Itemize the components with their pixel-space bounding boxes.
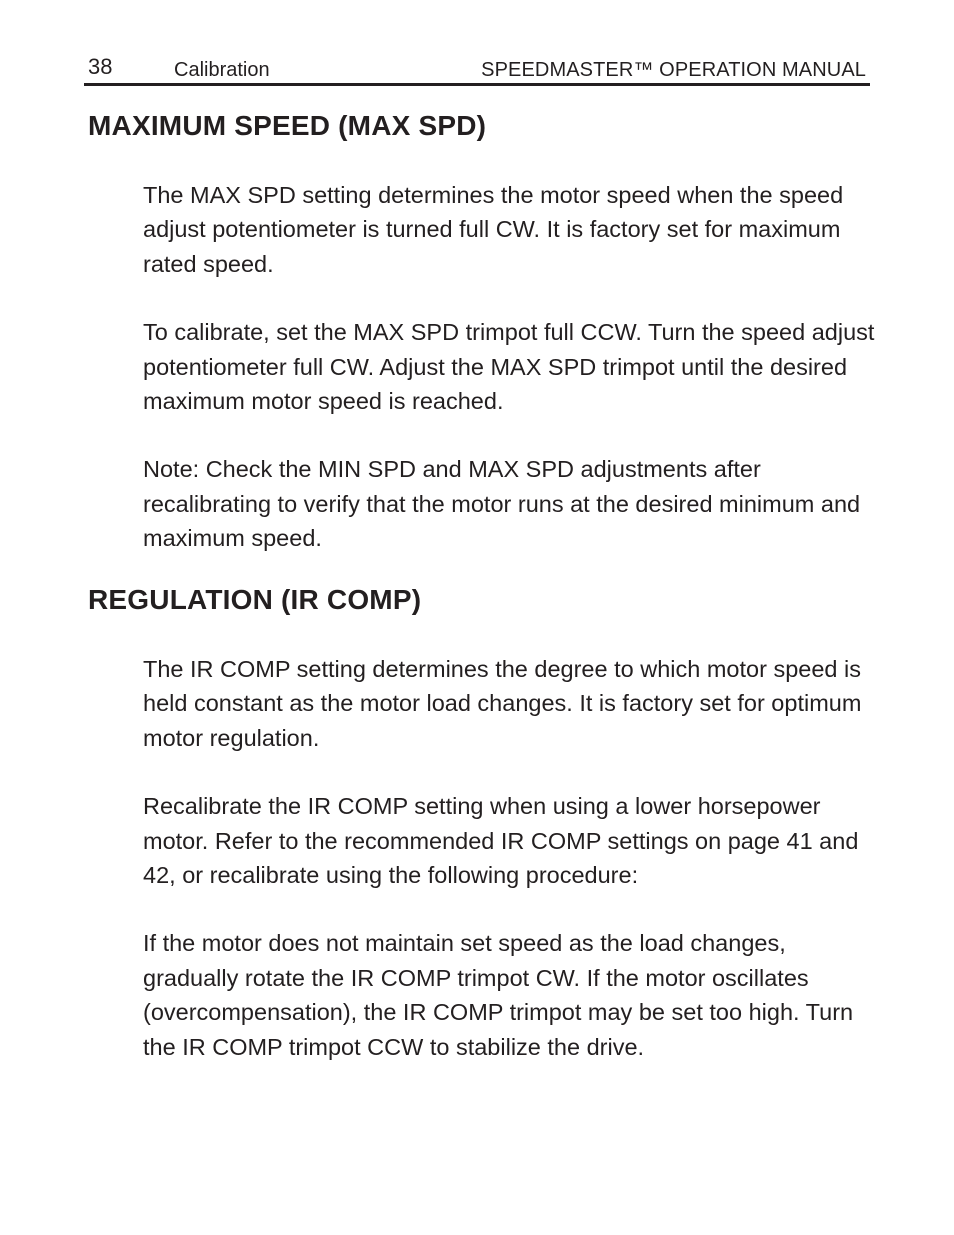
page-header xyxy=(86,50,870,86)
header-divider xyxy=(84,83,870,86)
paragraph: Recalibrate the IR COMP setting when using a lower horsepower motor. Refer to the recommended IR COMP settings on page 41 and 42, or recalibrate using the following procedure: xyxy=(143,793,859,889)
section-heading: REGULATION (IR COMP) xyxy=(88,584,422,615)
section-heading: MAXIMUM SPEED (MAX SPD) xyxy=(88,110,487,141)
paragraph: To calibrate, set the MAX SPD trimpot full CCW. Turn the speed adjust potentiometer full CW. Adjust the MAX SPD trimpot until the desired maximum motor speed is reached. xyxy=(143,319,875,415)
section-regulation xyxy=(88,584,878,1088)
page-number: 38 xyxy=(88,54,113,79)
section-body xyxy=(143,178,878,556)
paragraph: If the motor does not maintain set speed as the load changes, gradually rotate the IR COMP trimpot CW. If the motor oscillates (overcompensation), the IR COMP trimpot may be set too high. Turn the IR COMP trimpot CCW to stabilize the drive. xyxy=(143,930,854,1060)
manual-title: SPEEDMASTER™ OPERATION MANUAL xyxy=(481,59,866,81)
paragraph: Note: Check the MIN SPD and MAX SPD adjustments after recalibrating to verify that the motor runs at the desired minimum and maximum speed. xyxy=(143,456,861,552)
paragraph: The MAX SPD setting determines the motor speed when the speed adjust potentiometer is turned full CW. It is factory set for maximum rated speed. xyxy=(143,182,844,277)
running-section-title: Calibration xyxy=(174,59,270,81)
paragraph: The IR COMP setting determines the degree to which motor speed is held constant as the motor load changes. It is factory set for optimum motor regulation. xyxy=(143,656,862,751)
section-body xyxy=(143,652,878,1064)
section-maximum-speed xyxy=(88,110,878,579)
